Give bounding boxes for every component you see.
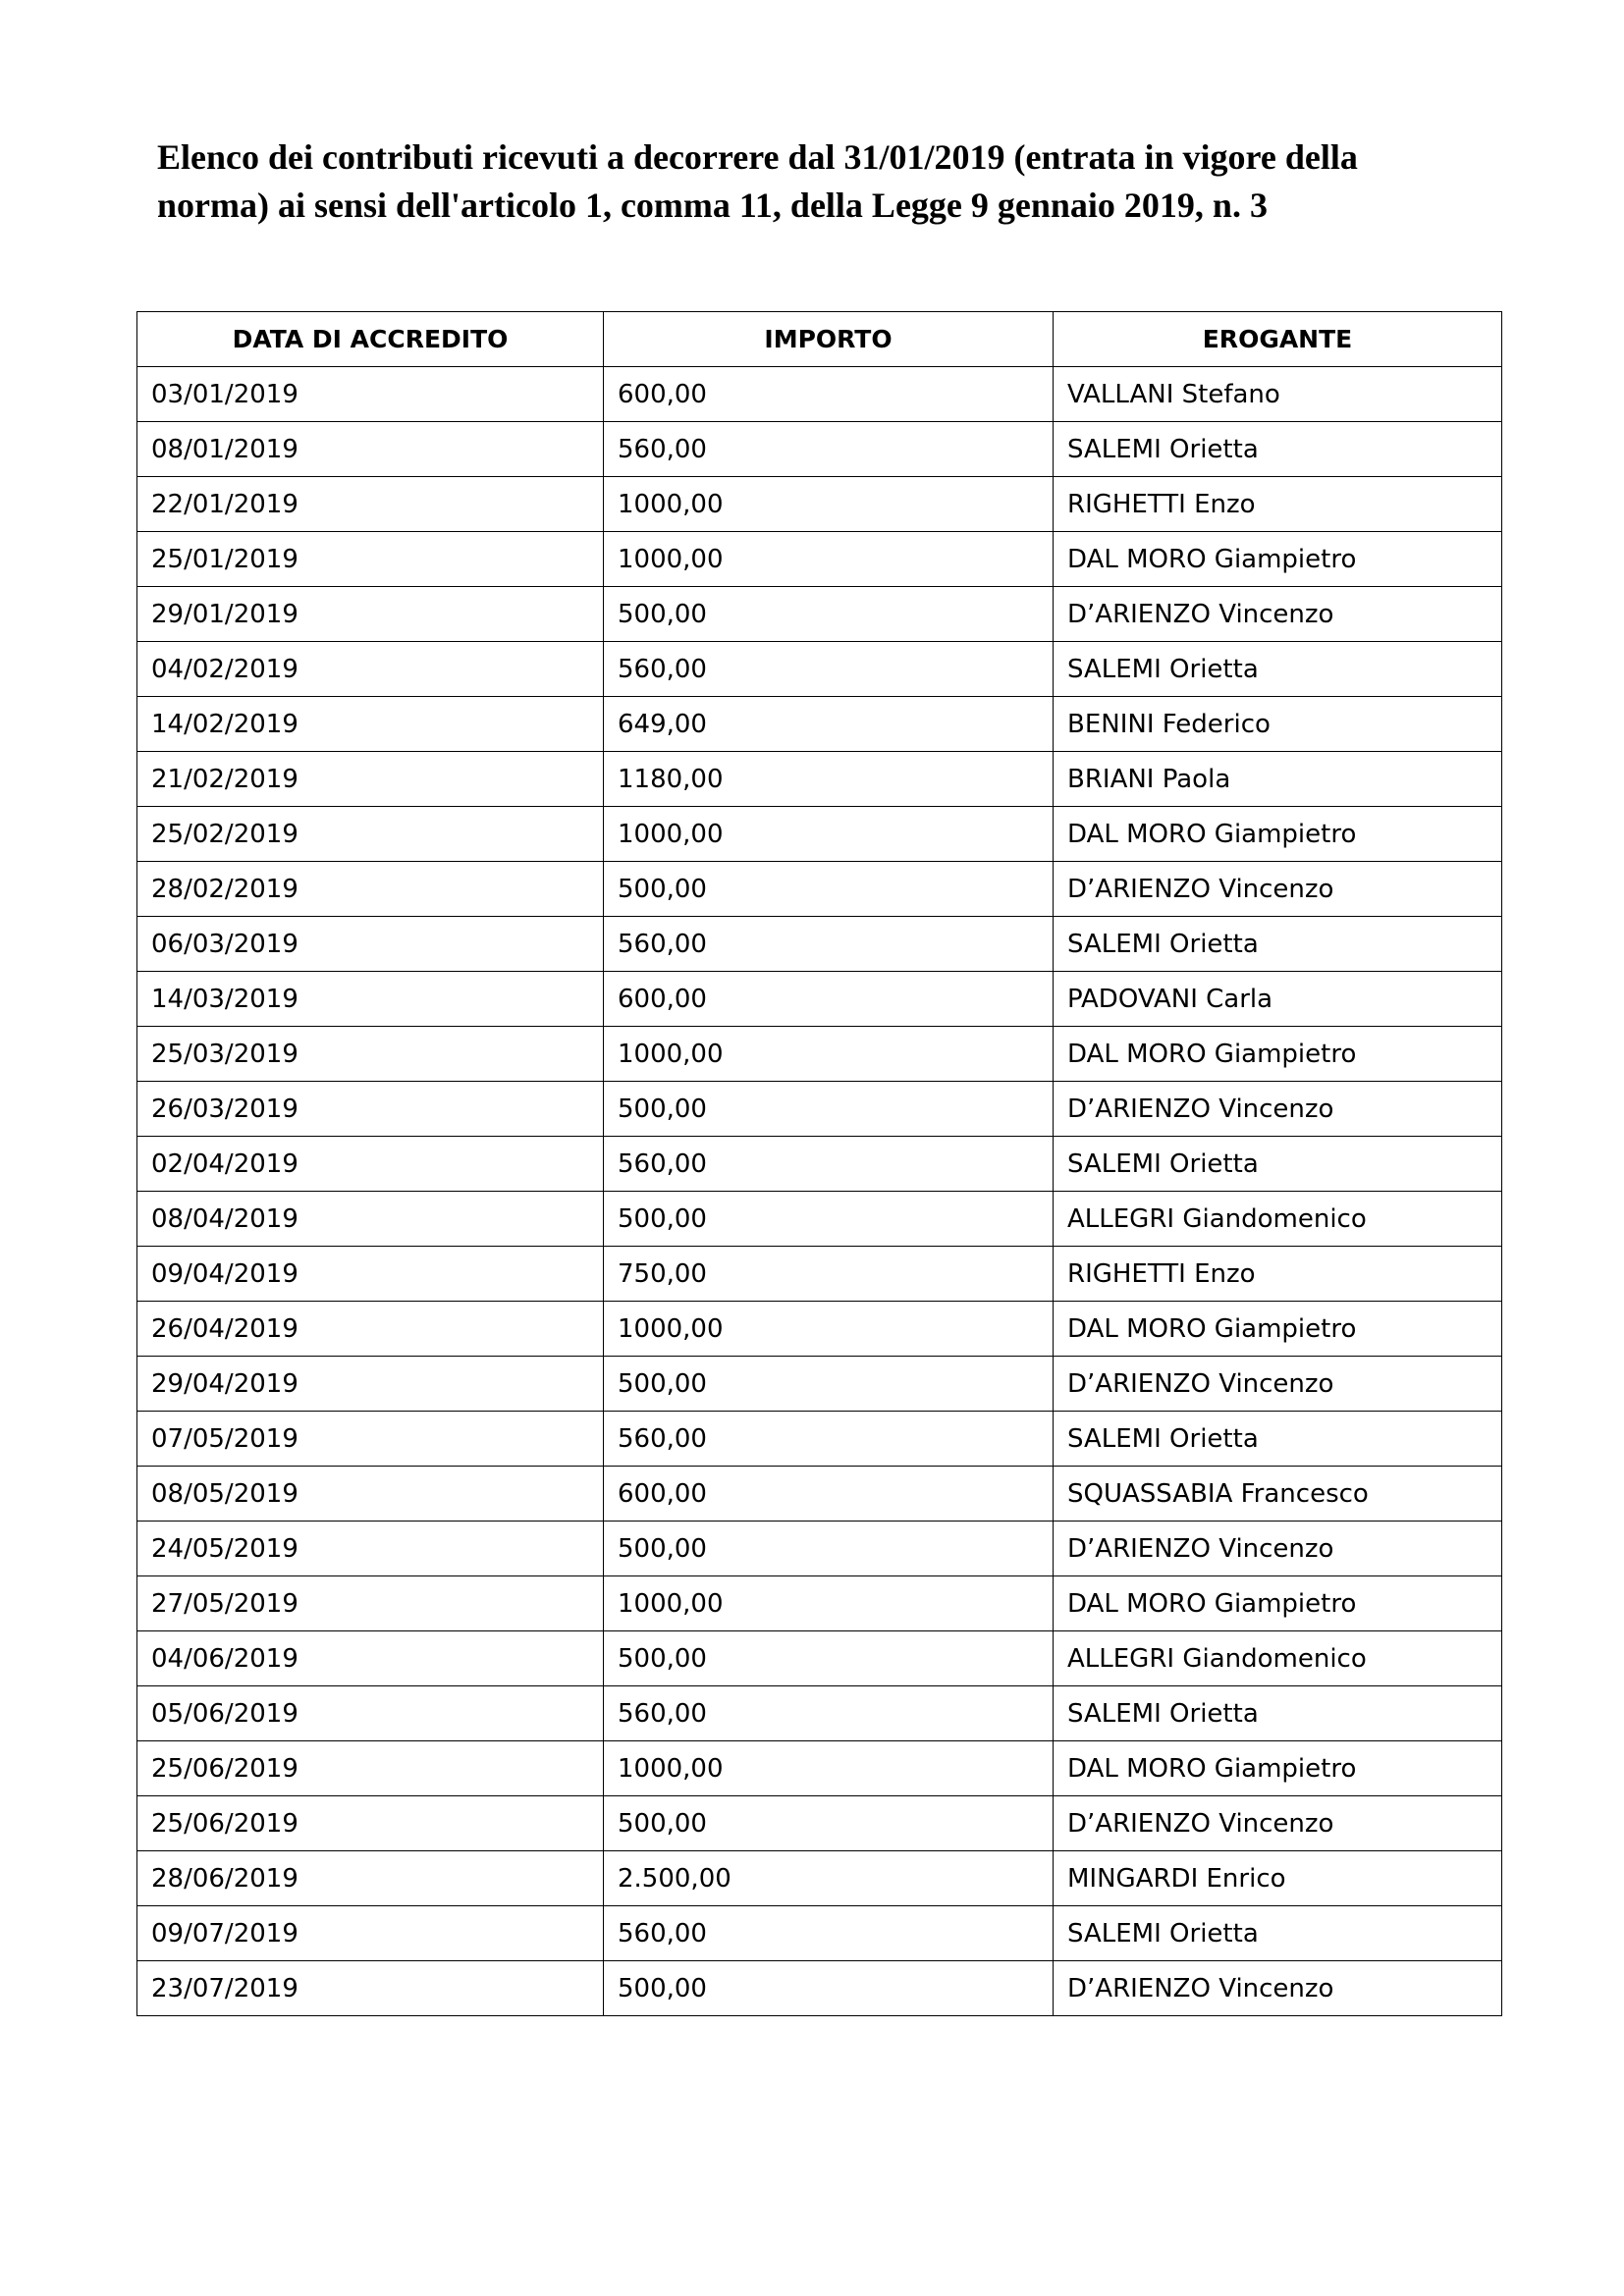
cell-donor: DAL MORO Giampietro: [1054, 807, 1502, 862]
cell-amount: 1180,00: [604, 752, 1054, 807]
cell-date: 02/04/2019: [137, 1137, 604, 1192]
column-header-amount: IMPORTO: [604, 312, 1054, 367]
cell-amount: 1000,00: [604, 532, 1054, 587]
table-row: [137, 1082, 1502, 1137]
cell-donor: BENINI Federico: [1054, 697, 1502, 752]
table-row: [137, 1137, 1502, 1192]
cell-donor: D’ARIENZO Vincenzo: [1054, 1082, 1502, 1137]
table-row: [137, 1357, 1502, 1412]
cell-date: 21/02/2019: [137, 752, 604, 807]
table-row: [137, 367, 1502, 422]
cell-donor: VALLANI Stefano: [1054, 367, 1502, 422]
cell-donor: D’ARIENZO Vincenzo: [1054, 587, 1502, 642]
cell-date: 06/03/2019: [137, 917, 604, 972]
cell-date: 05/06/2019: [137, 1686, 604, 1741]
page-title-line-2: norma) ai sensi dell'articolo 1, comma 11, della Legge 9 gennaio 2019, n. 3: [157, 186, 1268, 225]
table-row: [137, 1796, 1502, 1851]
table-header-row: [137, 312, 1502, 367]
table-row: [137, 1027, 1502, 1082]
table-row: [137, 1906, 1502, 1961]
cell-donor: RIGHETTI Enzo: [1054, 1247, 1502, 1302]
cell-donor: SALEMI Orietta: [1054, 917, 1502, 972]
table-row: [137, 587, 1502, 642]
cell-amount: 560,00: [604, 917, 1054, 972]
table-row: [137, 422, 1502, 477]
table-row: [137, 862, 1502, 917]
cell-date: 09/04/2019: [137, 1247, 604, 1302]
cell-date: 23/07/2019: [137, 1961, 604, 2016]
cell-donor: BRIANI Paola: [1054, 752, 1502, 807]
cell-date: 04/02/2019: [137, 642, 604, 697]
cell-donor: SALEMI Orietta: [1054, 1137, 1502, 1192]
table-row: [137, 1192, 1502, 1247]
cell-donor: SALEMI Orietta: [1054, 642, 1502, 697]
table-row: [137, 972, 1502, 1027]
cell-donor: RIGHETTI Enzo: [1054, 477, 1502, 532]
cell-amount: 600,00: [604, 367, 1054, 422]
cell-date: 04/06/2019: [137, 1631, 604, 1686]
cell-date: 07/05/2019: [137, 1412, 604, 1467]
cell-donor: D’ARIENZO Vincenzo: [1054, 1796, 1502, 1851]
cell-amount: 2.500,00: [604, 1851, 1054, 1906]
cell-date: 24/05/2019: [137, 1522, 604, 1576]
cell-amount: 1000,00: [604, 477, 1054, 532]
cell-amount: 500,00: [604, 1522, 1054, 1576]
table-row: [137, 807, 1502, 862]
cell-amount: 500,00: [604, 1796, 1054, 1851]
cell-date: 27/05/2019: [137, 1576, 604, 1631]
cell-amount: 600,00: [604, 972, 1054, 1027]
cell-date: 14/02/2019: [137, 697, 604, 752]
table-row: [137, 917, 1502, 972]
cell-donor: DAL MORO Giampietro: [1054, 1302, 1502, 1357]
table-body: [137, 367, 1502, 2016]
cell-amount: 750,00: [604, 1247, 1054, 1302]
cell-amount: 1000,00: [604, 1302, 1054, 1357]
table-row: [137, 642, 1502, 697]
cell-date: 29/04/2019: [137, 1357, 604, 1412]
cell-donor: SALEMI Orietta: [1054, 422, 1502, 477]
column-header-date: DATA DI ACCREDITO: [137, 312, 604, 367]
cell-date: 25/06/2019: [137, 1796, 604, 1851]
table-row: [137, 1467, 1502, 1522]
cell-donor: DAL MORO Giampietro: [1054, 1027, 1502, 1082]
cell-date: 25/03/2019: [137, 1027, 604, 1082]
table-row: [137, 1631, 1502, 1686]
cell-amount: 500,00: [604, 1631, 1054, 1686]
cell-amount: 1000,00: [604, 807, 1054, 862]
cell-amount: 500,00: [604, 1357, 1054, 1412]
cell-date: 14/03/2019: [137, 972, 604, 1027]
table-row: [137, 1522, 1502, 1576]
contributions-table: [136, 311, 1502, 2016]
cell-amount: 1000,00: [604, 1741, 1054, 1796]
table-row: [137, 1412, 1502, 1467]
column-header-donor: EROGANTE: [1054, 312, 1502, 367]
cell-date: 29/01/2019: [137, 587, 604, 642]
cell-amount: 560,00: [604, 1412, 1054, 1467]
cell-date: 03/01/2019: [137, 367, 604, 422]
table-row: [137, 1851, 1502, 1906]
cell-date: 28/06/2019: [137, 1851, 604, 1906]
table-row: [137, 1961, 1502, 2016]
cell-date: 22/01/2019: [137, 477, 604, 532]
cell-amount: 500,00: [604, 1192, 1054, 1247]
table-row: [137, 752, 1502, 807]
cell-donor: DAL MORO Giampietro: [1054, 532, 1502, 587]
cell-amount: 1000,00: [604, 1027, 1054, 1082]
cell-donor: ALLEGRI Giandomenico: [1054, 1631, 1502, 1686]
cell-amount: 500,00: [604, 587, 1054, 642]
cell-donor: SALEMI Orietta: [1054, 1906, 1502, 1961]
cell-amount: 649,00: [604, 697, 1054, 752]
cell-donor: D’ARIENZO Vincenzo: [1054, 1522, 1502, 1576]
cell-amount: 1000,00: [604, 1576, 1054, 1631]
cell-amount: 560,00: [604, 1137, 1054, 1192]
cell-donor: D’ARIENZO Vincenzo: [1054, 1961, 1502, 2016]
table-row: [137, 1302, 1502, 1357]
cell-date: 28/02/2019: [137, 862, 604, 917]
cell-donor: SALEMI Orietta: [1054, 1412, 1502, 1467]
cell-amount: 600,00: [604, 1467, 1054, 1522]
cell-date: 26/04/2019: [137, 1302, 604, 1357]
cell-amount: 560,00: [604, 1686, 1054, 1741]
cell-date: 25/01/2019: [137, 532, 604, 587]
table-row: [137, 1686, 1502, 1741]
cell-amount: 560,00: [604, 422, 1054, 477]
cell-date: 09/07/2019: [137, 1906, 604, 1961]
cell-amount: 560,00: [604, 1906, 1054, 1961]
cell-date: 26/03/2019: [137, 1082, 604, 1137]
cell-donor: MINGARDI Enrico: [1054, 1851, 1502, 1906]
cell-amount: 560,00: [604, 642, 1054, 697]
cell-donor: SALEMI Orietta: [1054, 1686, 1502, 1741]
cell-amount: 500,00: [604, 1961, 1054, 2016]
cell-date: 25/02/2019: [137, 807, 604, 862]
cell-donor: D’ARIENZO Vincenzo: [1054, 1357, 1502, 1412]
table-row: [137, 1247, 1502, 1302]
table-row: [137, 532, 1502, 587]
cell-donor: PADOVANI Carla: [1054, 972, 1502, 1027]
table-row: [137, 697, 1502, 752]
cell-amount: 500,00: [604, 862, 1054, 917]
cell-donor: D’ARIENZO Vincenzo: [1054, 862, 1502, 917]
table-row: [137, 1741, 1502, 1796]
table-row: [137, 477, 1502, 532]
cell-donor: DAL MORO Giampietro: [1054, 1741, 1502, 1796]
cell-date: 08/04/2019: [137, 1192, 604, 1247]
cell-date: 08/05/2019: [137, 1467, 604, 1522]
cell-date: 25/06/2019: [137, 1741, 604, 1796]
page-title-line-1: Elenco dei contributi ricevuti a decorrere dal 31/01/2019 (entrata in vigore della: [157, 137, 1358, 177]
table-row: [137, 1576, 1502, 1631]
cell-donor: SQUASSABIA Francesco: [1054, 1467, 1502, 1522]
cell-date: 08/01/2019: [137, 422, 604, 477]
cell-amount: 500,00: [604, 1082, 1054, 1137]
page-title: [157, 133, 1532, 230]
cell-donor: ALLEGRI Giandomenico: [1054, 1192, 1502, 1247]
cell-donor: DAL MORO Giampietro: [1054, 1576, 1502, 1631]
